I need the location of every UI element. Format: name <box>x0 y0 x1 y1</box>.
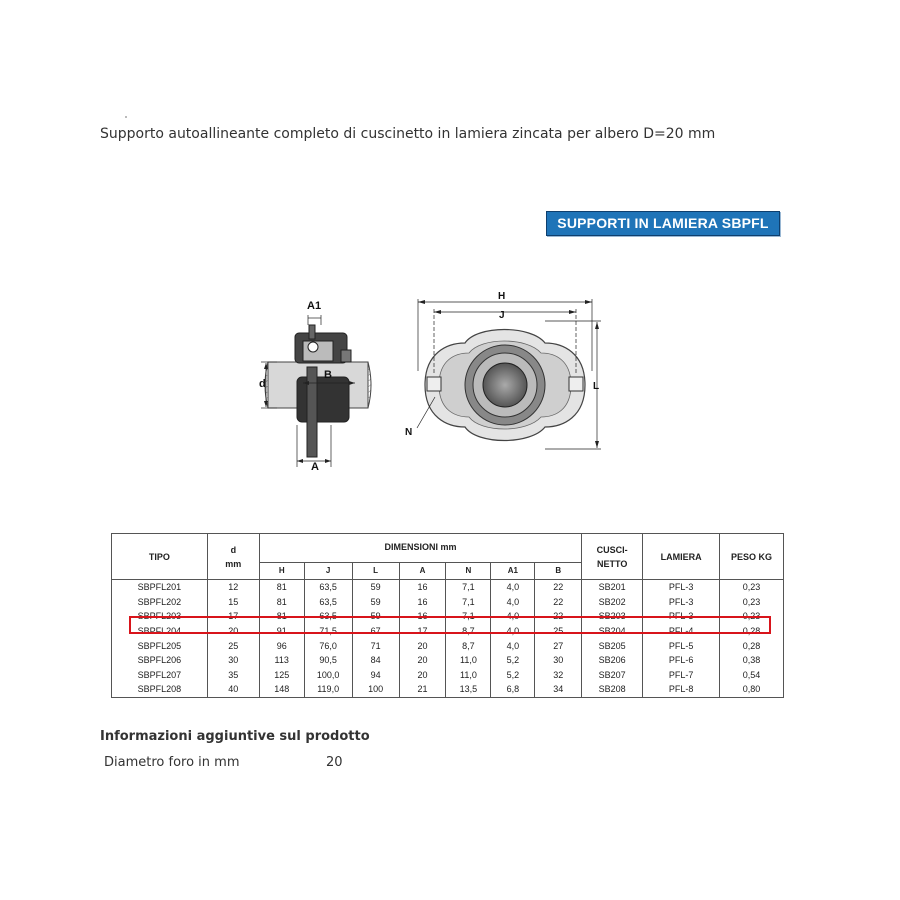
header-dimensioni: DIMENSIONI mm <box>259 534 581 563</box>
table-cell: 63,5 <box>304 609 352 624</box>
table-cell: 22 <box>535 595 582 610</box>
table-cell: PFL-8 <box>643 682 720 697</box>
additional-info-title: Informazioni aggiuntive sul prodotto <box>100 729 370 744</box>
table-cell: 4,0 <box>491 595 535 610</box>
table-cell: 84 <box>352 653 399 668</box>
table-body <box>112 580 784 698</box>
table-row <box>112 595 784 610</box>
stray-dot <box>125 116 127 118</box>
table-cell: PFL-7 <box>643 668 720 683</box>
table-cell: SB202 <box>582 595 643 610</box>
table-cell: 81 <box>259 580 304 595</box>
table-cell: SB203 <box>582 609 643 624</box>
front-view <box>405 291 601 449</box>
table-cell: PFL-3 <box>643 580 720 595</box>
header-n: N <box>446 563 491 580</box>
table-cell: 7,1 <box>446 595 491 610</box>
table-cell: 71 <box>352 638 399 653</box>
table-cell: 100 <box>352 682 399 697</box>
table-cell: 32 <box>535 668 582 683</box>
svg-text:B: B <box>324 369 332 381</box>
table-cell: PFL-6 <box>643 653 720 668</box>
table-cell: 15 <box>207 595 259 610</box>
table-cell: 25 <box>207 638 259 653</box>
attribute-value: 20 <box>326 755 343 770</box>
table-cell: 59 <box>352 595 399 610</box>
table-cell: 76,0 <box>304 638 352 653</box>
table-cell: SB201 <box>582 580 643 595</box>
table-cell: 0,23 <box>720 580 784 595</box>
table-cell: 113 <box>259 653 304 668</box>
table-row <box>112 653 784 668</box>
table-cell: 59 <box>352 580 399 595</box>
table-cell: 34 <box>535 682 582 697</box>
product-description: Supporto autoallineante completo di cuscinetto in lamiera zincata per albero D=20 mm <box>100 126 716 142</box>
table-cell: 91 <box>259 624 304 639</box>
table-row <box>112 682 784 697</box>
header-j: J <box>304 563 352 580</box>
table-cell: 30 <box>207 653 259 668</box>
table-cell: 96 <box>259 638 304 653</box>
table-cell: 16 <box>399 609 446 624</box>
table-cell: 0,23 <box>720 595 784 610</box>
table-cell: PFL-4 <box>643 624 720 639</box>
table-cell: 12 <box>207 580 259 595</box>
table-cell: 71,5 <box>304 624 352 639</box>
table-row <box>112 580 784 595</box>
table-cell: 20 <box>399 653 446 668</box>
svg-text:J: J <box>499 310 505 321</box>
table-cell: 17 <box>399 624 446 639</box>
table-cell: 40 <box>207 682 259 697</box>
header-a1: A1 <box>491 563 535 580</box>
table-cell: PFL-3 <box>643 595 720 610</box>
table-cell: 63,5 <box>304 595 352 610</box>
table-cell: SBPFL205 <box>112 638 208 653</box>
svg-text:A: A <box>311 461 319 473</box>
header-cuscinetto: CUSCI- NETTO <box>582 534 643 580</box>
table-cell: 22 <box>535 609 582 624</box>
table-row <box>112 638 784 653</box>
header-d: d mm <box>207 534 259 580</box>
table-cell: SBPFL201 <box>112 580 208 595</box>
table-cell: SBPFL203 <box>112 609 208 624</box>
table-cell: 35 <box>207 668 259 683</box>
specifications-table <box>111 533 784 698</box>
table-cell: SBPFL204 <box>112 624 208 639</box>
header-peso: PESO KG <box>720 534 784 580</box>
table-cell: 125 <box>259 668 304 683</box>
product-series-banner: SUPPORTI IN LAMIERA SBPFL <box>546 211 780 236</box>
table-cell: 67 <box>352 624 399 639</box>
table-cell: 20 <box>207 624 259 639</box>
table-cell: 17 <box>207 609 259 624</box>
table-cell: 0,28 <box>720 624 784 639</box>
table-cell: 4,0 <box>491 638 535 653</box>
table-cell: 27 <box>535 638 582 653</box>
header-b: B <box>535 563 582 580</box>
table-cell: 20 <box>399 638 446 653</box>
header-lamiera: LAMIERA <box>643 534 720 580</box>
table-cell: 119,0 <box>304 682 352 697</box>
table-cell: 100,0 <box>304 668 352 683</box>
table-cell: 0,38 <box>720 653 784 668</box>
table-cell: 8,7 <box>446 638 491 653</box>
table-cell: SB205 <box>582 638 643 653</box>
svg-text:A1: A1 <box>307 300 322 312</box>
header-h: H <box>259 563 304 580</box>
table-cell: PFL-3 <box>643 609 720 624</box>
svg-text:N: N <box>405 427 413 438</box>
side-view <box>259 300 371 473</box>
svg-text:d: d <box>259 378 266 390</box>
table-cell: SBPFL208 <box>112 682 208 697</box>
table-cell: SB206 <box>582 653 643 668</box>
table-cell: SBPFL207 <box>112 668 208 683</box>
table-cell: 0,23 <box>720 609 784 624</box>
table-cell: 25 <box>535 624 582 639</box>
table-cell: 81 <box>259 609 304 624</box>
table-row <box>112 668 784 683</box>
svg-text:H: H <box>498 291 506 302</box>
table-cell: 7,1 <box>446 580 491 595</box>
table-cell: 94 <box>352 668 399 683</box>
table-cell: 16 <box>399 595 446 610</box>
header-l: L <box>352 563 399 580</box>
table-cell: 5,2 <box>491 668 535 683</box>
table-cell: SB204 <box>582 624 643 639</box>
table-cell: 13,5 <box>446 682 491 697</box>
table-cell: PFL-5 <box>643 638 720 653</box>
table-cell: 0,54 <box>720 668 784 683</box>
table-cell: 0,80 <box>720 682 784 697</box>
table-cell: 4,0 <box>491 624 535 639</box>
table-cell: 59 <box>352 609 399 624</box>
table-cell: 81 <box>259 595 304 610</box>
table-cell: SB208 <box>582 682 643 697</box>
table-cell: 148 <box>259 682 304 697</box>
table-cell: 22 <box>535 580 582 595</box>
technical-drawing <box>255 285 615 485</box>
table-cell: 11,0 <box>446 653 491 668</box>
table-cell: 4,0 <box>491 609 535 624</box>
table-cell: 21 <box>399 682 446 697</box>
table-cell: 7,1 <box>446 609 491 624</box>
attribute-label: Diametro foro in mm <box>104 755 240 770</box>
table-cell: 11,0 <box>446 668 491 683</box>
table-cell: 30 <box>535 653 582 668</box>
table-row <box>112 609 784 624</box>
svg-text:L: L <box>593 381 600 392</box>
header-a: A <box>399 563 446 580</box>
table-cell: 90,5 <box>304 653 352 668</box>
table-cell: SBPFL206 <box>112 653 208 668</box>
table-cell: 20 <box>399 668 446 683</box>
table-cell: 8,7 <box>446 624 491 639</box>
table-cell: 5,2 <box>491 653 535 668</box>
table-cell: SBPFL202 <box>112 595 208 610</box>
table-cell: 6,8 <box>491 682 535 697</box>
table-row <box>112 624 784 639</box>
table-cell: SB207 <box>582 668 643 683</box>
table-cell: 16 <box>399 580 446 595</box>
table-cell: 63,5 <box>304 580 352 595</box>
header-tipo: TIPO <box>112 534 208 580</box>
table-cell: 4,0 <box>491 580 535 595</box>
table-cell: 0,28 <box>720 638 784 653</box>
